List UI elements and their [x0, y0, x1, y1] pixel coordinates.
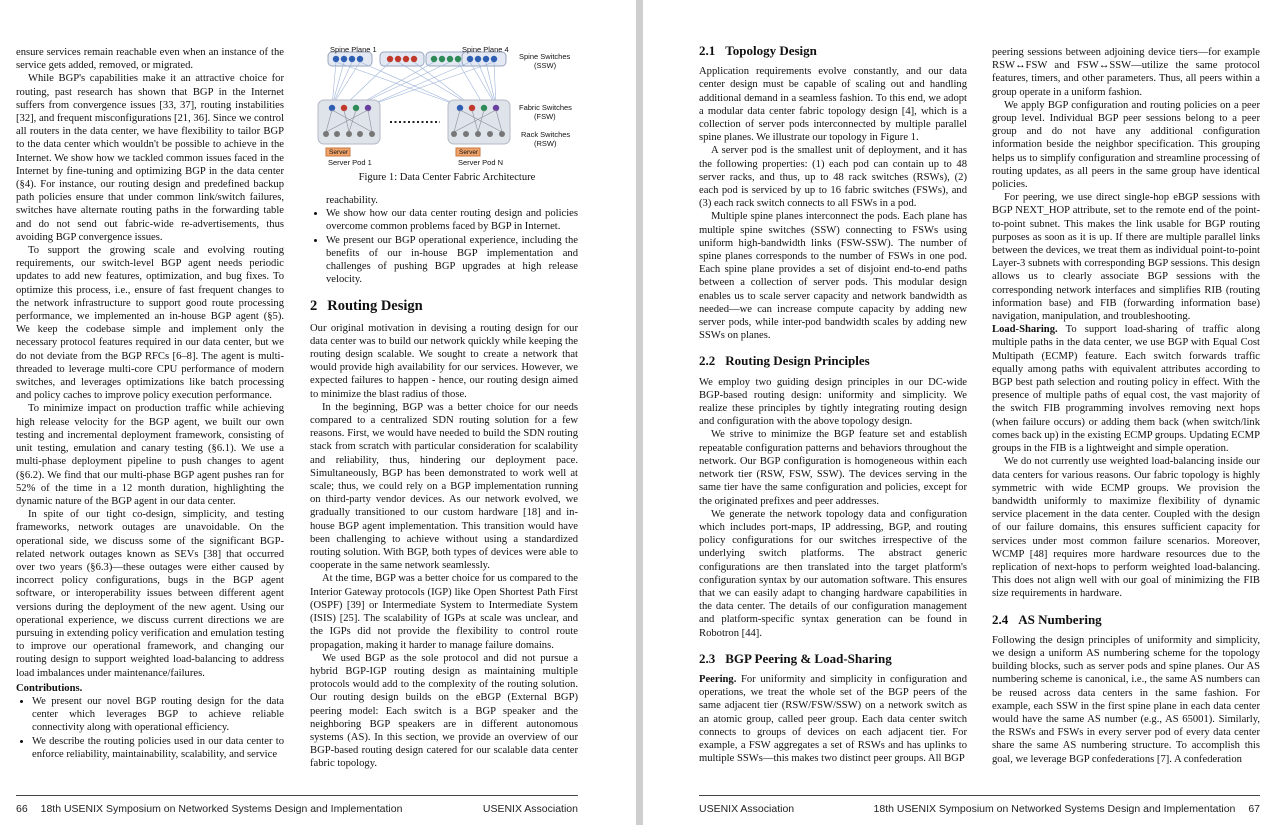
list-item-continuation: reachability.	[326, 195, 378, 206]
paragraph: For peering, we use direct single-hop eBGP sessions with BGP NEXT_HOP attribute, set to the remote end of the point-to-point subnet. This makes the link usable for BGP routing purposes as soon as it is up. If there are multiple parallel links between the devices, we treat them as individual point-to-point Layer-3 subnets with corresponding BGP sessions. This design allows us to clearly associate BGP sessions with the corresponding network interfaces and simplifies RIB (routing information base) and FIB (forwarding information base) navigation, manipulation, and troubleshooting.	[992, 192, 1260, 323]
paragraph: At the time, BGP was a better choice for us compared to the Interior Gateway protocols (IGP) like Open Shortest Path First (OSPF) [39] or Intermediate System to Intermediate System (ISIS) [25]. The scalability of IGPs at scale was unclear, and the IGPs did not provide the flexibility to control route propagation, making it harder to manage failure domains.	[310, 573, 578, 651]
server-pod-1-label: Server Pod 1	[328, 158, 372, 167]
paragraph: We used BGP as the sole protocol and did not pursue a hybrid BGP-IGP routing design as maintaining multiple protocols would add to the complexity of the routing solution. Our routing design builds on the eBGP (External BGP) peering model: Each switch is a BGP speaker and the neighboring BGP speakers are in different autonomous systems (AS). In this section, we provide an overview of our BGP-based routing design catered for our scalable data center fabric topology.	[310, 652, 578, 770]
runin-heading: Peering.	[699, 673, 737, 685]
paragraph: Following the design principles of uniformity and simplicity, we design a uniform AS numbering scheme for the topology building blocks, such as server pods and spine planes. Our AS numbering scheme is canonical, i.e., the same AS numbers can be reused across data centers in the same fashion. For example, each SSW in the first spine plane in each data center would have the same AS number (e.g., AS 65001). Similarly, the RSWs and FSWs in every server pod of every data center share the same AS numbering structure. To accomplish this goal, we leverage BGP confederations [7]. A confederation	[992, 634, 1260, 765]
paragraph: We strive to minimize the BGP feature set and establish repeatable configuration patterns and behaviors throughout the network. Our BGP configuration is homogeneous within each network tier (RSW, FSW, SSW). The devices serving in the same tier have the same configuration and policies, except for the originated prefixes and peer addresses.	[699, 429, 967, 507]
paragraph: To support the growing scale and evolving routing requirements, our switch-level BGP agent needs periodic updates to add new features, optimization, and bug fixes. To optimize this process, i.e., ensure of fast frequent changes to the network infrastructure to support good route processing performance, we implemented an in-house BGP agent (§5). We keep the codebase simple and implement only the necessary protocol features required in our data center, but we do not deviate from the BGP RFCs [6–8]. The agent is multi-threaded to leverage multi-core CPU performance of modern switches, and leverages optimizations like batch processing and policy caches to improve policy execution performance.	[16, 245, 284, 402]
right-column-2	[992, 46, 1260, 766]
paragraph: Multiple spine planes interconnect the pods. Each plane has multiple spine switches (SSW) connecting to FSWs using uniform high-bandwidth links (FSW-SSW). The number of spine planes corresponds to the number of FSWs in one pod. Each spine plane provides a set of disjoint end-to-end paths between a collection of server pods. This modular design enables us to scale server capacity and network bandwidth as needed—we can increase compute capacity by adding new server pods, while inter-pod bandwidth scales by adding new SSWs on planes.	[699, 211, 967, 342]
paragraph	[992, 323, 1260, 455]
left-column-1	[16, 46, 284, 761]
paragraph: Application requirements evolve constantly, and our data center design must be capable of scaling out and handling additional demand in a seamless fashion. To this end, we adopt a modular data center fabric topology design [4], which is a collection of server pods interconnected by multiple parallel spine planes. We illustrate our topology in Figure 1.	[699, 66, 967, 144]
spine-switches-label: Spine Switches	[519, 52, 571, 61]
subsection-heading	[699, 44, 967, 57]
page-number: 67	[1248, 803, 1260, 815]
contributions-heading: Contributions.	[16, 682, 83, 694]
venue: 18th USENIX Symposium on Networked Systems Design and Implementation	[40, 803, 403, 815]
spine-plane-1-label: Spine Plane 1	[330, 45, 377, 54]
section-number: 2	[310, 298, 318, 315]
paragraph: We apply BGP configuration and routing policies on a peer group level. Individual BGP peer sessions belong to a peer group and do not have any additional configuration information beside the neighbor specification. This grouping helps us to simplify configuration and streamline processing of routing updates, as all peers in the same group have identical policies.	[992, 99, 1260, 191]
paragraph: We employ two guiding design principles in our DC-wide BGP-based routing design: uniformity and simplicity. We realize these principles by tightly integrating routing design and configuration with the above topology design.	[699, 376, 967, 428]
subsection-title: Topology Design	[725, 43, 817, 58]
contributions-list-cont	[310, 207, 578, 286]
figure-caption: Figure 1: Data Center Fabric Architecture	[358, 172, 536, 183]
spine-plane-4-label: Spine Plane 4	[462, 45, 509, 54]
paragraph-text: To support load-sharing of traffic along multiple paths in the data center, we use BGP with Equal Cost Multipath (ECMP) feature. Each switch forwards traffic equally among paths with equivalent attributes according to BGP best path selection and routing policy in effect. With the presence of multiple paths of equal cost, the vast majority of the switch FIB programming involves removing next hops (when failure occurs) or adding them back (when switch/link comes back up) in the existing ECMP groups. Updating ECMP groups in the FIB is a lightweight and simple operation.	[992, 324, 1260, 455]
paragraph-text: For uniformity and simplicity in configuration and operations, we treat the whole set of the BGP peers of the same adjacent tier (RSW/FSW/SSW) on a network switch as an atomic group, called peer group. Each data center switch connects to groups of devices on each adjacent tier. For example, a FSW aggregates a set of RSWs and has uplinks to multiple SSWs—this makes two distinct peer groups. All BGP	[699, 673, 967, 765]
page-66	[0, 0, 636, 825]
footer-rule	[699, 795, 1260, 796]
footer-rule	[16, 795, 578, 796]
right-column-1	[699, 42, 967, 765]
paragraph: In spite of our tight co-design, simplicity, and testing frameworks, network outages are unavoidable. On the operational side, we discuss some of the significant BGP-related network outages known as SEVs [38] that occurred over two years (§6.3)—these outages were either caused by incorrect policy configurations, bugs in the BGP agent software, or interoperability issues between different agent versions during the deployment of the new agent. Using our operational experience, we discuss current directions we are pursuing in extending policy verification and emulation testing to improve our operational framework, and changing our routing design to support weighted load-balancing to address load imbalances under maintenance/failures.	[16, 509, 284, 679]
paragraph: A server pod is the smallest unit of deployment, and it has the following properties: (1) each pod can contain up to 48 server racks, and thus, up to 48 rack switches (RSWs), (2) each pod is serviced by up to 16 fabric switches (FSWs), and (3) each rack switch connects to all FSWs in a pod.	[699, 145, 967, 210]
paragraph: We do not currently use weighted load-balancing inside our data centers for various reasons. Our fabric topology is highly symmetric with wide ECMP groups. We provision the bandwidth uniformly to maximize flexibility of dynamic service placement in the data center. Coupled with the design of our failure domains, this ensures sufficient capacity for services under most common failure scenarios. Moreover, WCMP [48] requires more hardware resources due to the replication of next-hops to perform weighted load-balancing. This does not align well with our goal of minimizing the FIB size requirements in hardware.	[992, 456, 1260, 600]
footer-association: USENIX Association	[699, 803, 795, 815]
page-number: 66	[16, 803, 28, 815]
subsection-heading	[699, 354, 967, 367]
paragraph	[699, 673, 967, 765]
paragraph: In the beginning, BGP was a better choice for our needs compared to a centralized SDN routing solution for a few reasons. First, we would have needed to build the SDN routing stack from scratch with particular consideration for scalability and reliability, thus, hindering our deployment pace. Simultaneously, BGP has been demonstrated to work well at scale; thus, we could rely on a BGP implementation running on third-party vendor devices. As our network evolved, we gradually transitioned to our custom hardware [18] and in-house BGP agent implementation. This transition would have been challenging to achieve without using a standardized routing solution. With BGP, both types of devices were able to cooperate in the same network seamlessly.	[310, 401, 578, 572]
venue: 18th USENIX Symposium on Networked Systems Design and Implementation	[873, 803, 1236, 815]
ssw-label: (SSW)	[534, 61, 557, 70]
subsection-heading	[992, 613, 1260, 626]
rack-switches-label: Rack Switches	[521, 130, 571, 139]
list-item: • We show how our data center routing design and policies overcome common problems faced by BGP in Internet.	[326, 207, 578, 233]
runin-heading: Load-Sharing.	[992, 324, 1058, 336]
server-label: Server	[459, 149, 479, 156]
paragraph: ensure services remain reachable even when an instance of the service gets added, removed, or migrated.	[16, 47, 284, 72]
list-item: • We describe the routing policies used in our data center to enforce reliability, maintainability, scalability, and service	[32, 735, 284, 761]
rsw-label: (RSW)	[534, 139, 557, 148]
page-67	[643, 0, 1280, 825]
section-title: Routing Design	[327, 298, 423, 315]
subsection-title: Routing Design Principles	[725, 353, 870, 369]
subsection-number: 2.2	[699, 353, 716, 369]
list-item: • We present our novel BGP routing design for the data center which leverages BGP to achieve reliable connectivity along with operational efficiency.	[32, 695, 284, 735]
page-footer	[874, 803, 1260, 815]
contributions-list	[16, 695, 284, 761]
fsw-label: (FSW)	[534, 112, 556, 121]
paragraph: peering sessions between adjoining device tiers—for example RSW↔FSW and FSW↔SSW—utilize the same protocol features, timers, and other parameters. Thus, all peers within a group operate in a uniform fashion.	[992, 47, 1260, 98]
server-label: Server	[329, 149, 349, 156]
left-column-2	[310, 194, 578, 771]
page-gutter	[636, 0, 643, 825]
paragraph: We generate the network topology data and configuration which includes port-maps, IP addressing, BGP, and routing policy configurations for our switches irrespective of the underlying switch platforms. The abstract generic configurations are then translated into the target platform's configuration syntax by our automation software. This ensures that we can easily adapt to changing hardware capabilities in the data center. The details of our configuration management and platform-specific syntax generation can be found in Robotron [44].	[699, 508, 967, 639]
subsection-title: BGP Peering & Load-Sharing	[725, 650, 892, 666]
server-pod-n-label: Server Pod N	[458, 158, 504, 167]
fabric-switches-label: Fabric Switches	[519, 103, 572, 112]
paragraph: Our original motivation in devising a routing design for our data center was to build our network quickly while keeping the routing design scalable. We sought to create a network that would provide high availability for our services. However, we expected failures to happen - hence, our routing design aimed to minimize the blast radius of those.	[310, 322, 578, 400]
subsection-number: 2.3	[699, 650, 716, 666]
footer-association: USENIX Association	[482, 803, 578, 815]
list-item: • We present our BGP operational experience, including the benefits of our in-house BGP implementation and challenges of pushing BGP upgrades at high release velocity.	[326, 234, 578, 287]
paragraph: While BGP's capabilities make it an attractive choice for routing, past research has shown that BGP in the Internet suffers from convergence issues [33, 37], routing instabilities [32], and frequent misconfigurations [21, 36]. Since we control all routers in the data center, we have flexibility to tailor BGP to the data center which wouldn't be possible to achieve in the Internet. We show how we tackled common issues faced in the Internet by fine-tuning and optimizing BGP in the data center (§4). For instance, our routing design and predefined backup path policies ensure that under common link/switch failures, switches have alternate routing paths in the forwarding table and do not send out fabric-wide re-advertisements, thus avoiding BGP convergence issues.	[16, 73, 285, 243]
page-footer	[16, 803, 402, 815]
subsection-title: AS Numbering	[1018, 611, 1102, 627]
section-heading	[310, 300, 578, 313]
subsection-number: 2.4	[992, 611, 1009, 627]
subsection-heading	[699, 652, 967, 665]
subsection-number: 2.1	[699, 43, 716, 58]
paragraph: To minimize impact on production traffic while achieving high release velocity for the BGP agent, we built our own testing and incremental deployment framework, consisting of unit testing, emulation and canary testing (§6.1). We use a multi-phase deployment pipeline to push changes to agent (§6.2). We find that our multi-phase BGP agent pushes ran for 52% of the time in a 12 month duration, highlighting the dynamic nature of the BGP agent in our data center.	[16, 403, 284, 507]
figure-1	[312, 44, 582, 186]
